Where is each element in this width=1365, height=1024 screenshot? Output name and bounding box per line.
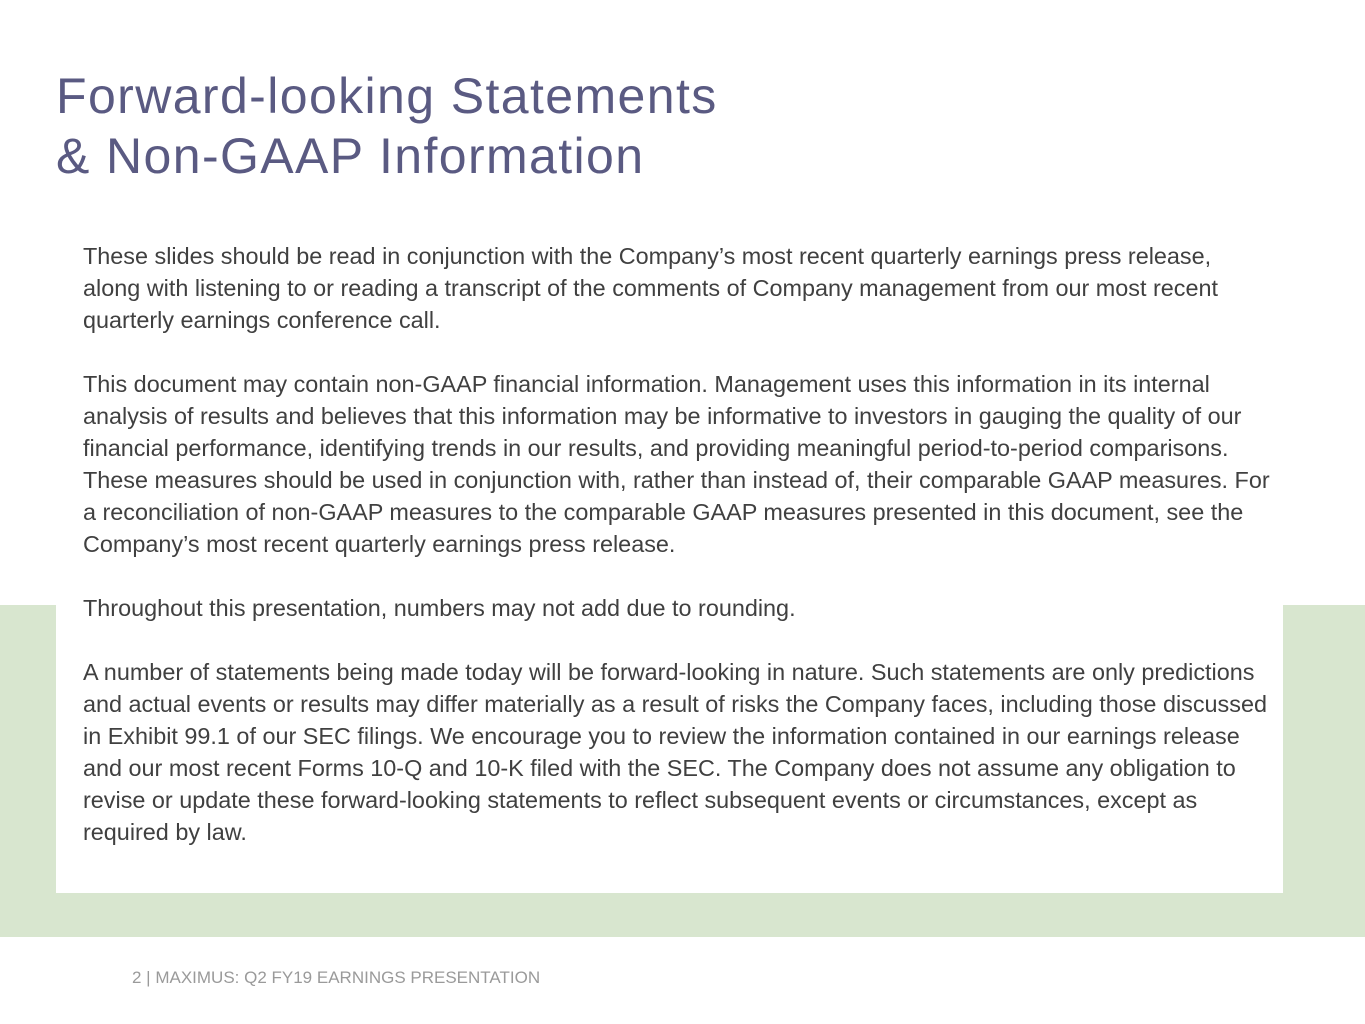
slide-title [56, 66, 718, 186]
slide-title-line-1: Forward-looking Statements [56, 68, 718, 124]
paragraph-earnings-release: These slides should be read in conjunction with the Company’s most recent quarterly earnings press release, along with listening to or reading a transcript of the comments of Company management from our most recent quarterly earnings conference call. [83, 243, 1218, 333]
slide-footer: 2 | MAXIMUS: Q2 FY19 EARNINGS PRESENTATION [132, 968, 541, 987]
disclaimer-body [83, 240, 1273, 848]
paragraph-rounding: Throughout this presentation, numbers may not add due to rounding. [83, 595, 796, 621]
slide-title-line-2: & Non-GAAP Information [56, 128, 645, 184]
paragraph-non-gaap: This document may contain non-GAAP financial information. Management uses this information in its internal analysis of results and believes that this information may be informative to investors in gauging the quality of our financial performance, identifying trends in our results, and providing meaningful period-to-period comparisons. These measures should be used in conjunction with, rather than instead of, their comparable GAAP measures. For a reconciliation of non-GAAP measures to the comparable GAAP measures presented in this document, see the Company’s most recent quarterly earnings press release. [83, 371, 1270, 557]
paragraph-forward-looking: A number of statements being made today will be forward-looking in nature. Such statements are only predictions and actual events or results may differ materially as a result of risks the Company faces, including those discussed in Exhibit 99.1 of our SEC filings. We encourage you to review the information contained in our earnings release and our most recent Forms 10-Q and 10-K filed with the SEC. The Company does not assume any obligation to revise or update these forward-looking statements to reflect subsequent events or circumstances, except as required by law. [83, 659, 1267, 845]
